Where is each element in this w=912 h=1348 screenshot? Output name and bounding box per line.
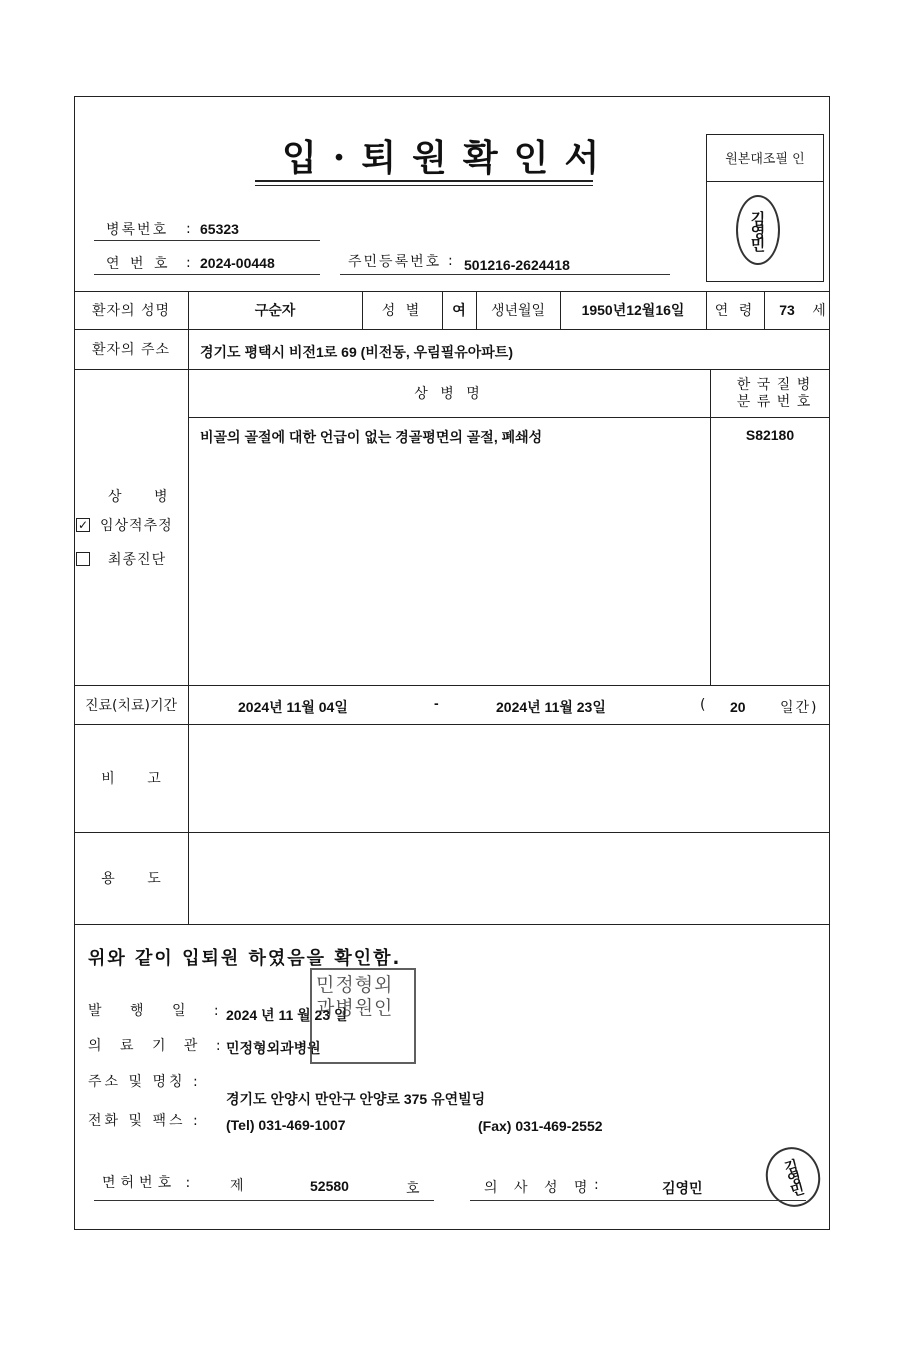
diagnosis-section-label: 상 병 xyxy=(108,489,182,505)
period-days: 20 xyxy=(730,699,746,715)
serial-no-underline xyxy=(94,274,320,275)
period-paren: ( xyxy=(700,697,706,713)
sex-value: 여 xyxy=(452,302,466,318)
rule-diag-header xyxy=(188,417,830,418)
chart-no-underline xyxy=(94,240,320,241)
clinical-option xyxy=(76,515,173,535)
age-unit: 세 xyxy=(812,303,826,319)
diagnosis-name-value: 비골의 골절에 대한 언급이 없는 경골평면의 골절, 폐쇄성 xyxy=(200,429,543,445)
final-label: 최종진단 xyxy=(108,552,167,568)
rrn-underline xyxy=(340,274,670,275)
institution-label: 의 료 기 관 : xyxy=(88,1038,228,1054)
issue-date-label: 발 행 일 : xyxy=(88,1003,231,1019)
tel-value: (Tel) 031-469-1007 xyxy=(226,1117,346,1133)
chart-no-value: 65323 xyxy=(200,221,239,237)
title-underline xyxy=(255,180,593,186)
patient-name-value: 구순자 xyxy=(254,302,296,318)
rule-purpose-row xyxy=(74,924,830,925)
institution-address: 경기도 안양시 만안구 안양로 375 유연빌딩 xyxy=(226,1091,486,1107)
age-value: 73 xyxy=(779,302,795,318)
period-end: 2024년 11월 23일 xyxy=(496,699,606,715)
address-label: 주소 및 명칭 : xyxy=(88,1074,201,1090)
period-days-unit: 일간) xyxy=(780,700,819,716)
original-check-stamp: 김영민 xyxy=(736,195,780,265)
final-checkbox[interactable] xyxy=(76,552,90,566)
license-no: 52580 xyxy=(310,1178,349,1194)
chart-no-label: 병록번호 xyxy=(106,222,169,238)
confirmation-statement: 위와 같이 입퇴원 하였음을 확인함. xyxy=(88,948,402,969)
sex-label: 성 별 xyxy=(381,303,423,319)
remarks-label: 비 고 xyxy=(101,771,175,787)
doctor-label: 의 사 성 명 xyxy=(484,1180,594,1196)
doctor-name: 김영민 xyxy=(662,1180,703,1196)
license-underline xyxy=(94,1200,434,1201)
age-label: 연 령 xyxy=(714,303,756,319)
fax-value: (Fax) 031-469-2552 xyxy=(478,1118,603,1134)
serial-no-value: 2024-00448 xyxy=(200,255,275,271)
patient-address-value: 경기도 평택시 비전1로 69 (비전동, 우림필유아파트) xyxy=(200,344,513,360)
license-prefix: 제 xyxy=(230,1178,244,1194)
phone-label: 전화 및 팩스 : xyxy=(88,1113,201,1129)
clinical-label: 임상적추정 xyxy=(100,518,173,534)
clinical-checkbox[interactable]: ✓ xyxy=(77,518,89,532)
issue-date-value: 2024 년 11 월 23 일 xyxy=(226,1007,348,1023)
rule-v-label-bottom xyxy=(188,369,189,924)
patient-name-label: 환자의 성명 xyxy=(91,303,171,319)
license-suffix: 호 xyxy=(406,1181,420,1197)
serial-no-label: 연 번 호 xyxy=(106,256,171,272)
diagnosis-name-header: 상 병 명 xyxy=(414,386,484,402)
doctor-colon: : xyxy=(594,1177,599,1193)
dob-value: 1950년12월16일 xyxy=(581,302,685,318)
diagnosis-code-header: 한 국 질 병 분 류 번 호 xyxy=(736,377,812,410)
period-start: 2024년 11월 04일 xyxy=(238,699,348,715)
original-check-label: 원본대조필 인 xyxy=(706,134,824,182)
period-label: 진료(치료)기간 xyxy=(84,697,178,714)
rrn-label: 주민등록번호 xyxy=(348,254,442,270)
dob-label: 생년월일 xyxy=(490,303,546,319)
doctor-seal: 김영민 xyxy=(759,1141,827,1213)
license-label: 면허번호 : xyxy=(102,1175,196,1191)
diagnosis-code-value: S82180 xyxy=(745,427,795,443)
doctor-underline xyxy=(470,1200,806,1201)
rule-v-code xyxy=(710,369,711,685)
rrn-value: 501216-2624418 xyxy=(464,257,570,273)
institution-value: 민정형외과병원 xyxy=(226,1040,321,1056)
purpose-label: 용 도 xyxy=(101,871,175,887)
patient-address-label: 환자의 주소 xyxy=(91,342,171,358)
period-dash: - xyxy=(434,695,439,711)
institution-seal: 민정형외과병원인 xyxy=(310,968,416,1064)
document-title: 입·퇴원확인서 xyxy=(282,137,616,179)
final-option xyxy=(76,549,166,569)
